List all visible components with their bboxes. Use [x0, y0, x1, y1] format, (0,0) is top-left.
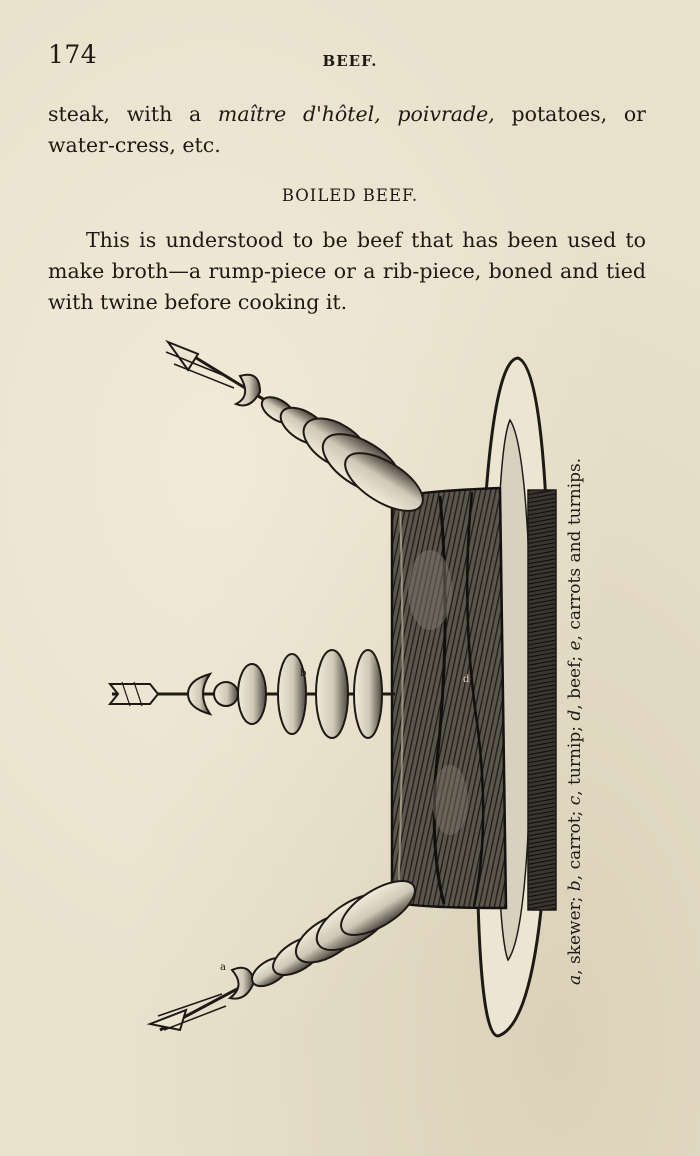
- carrot-top-icon: [257, 392, 431, 522]
- caption-c: c: [565, 795, 585, 806]
- page-number: 174: [48, 40, 98, 69]
- intro-paragraph: [48, 99, 646, 161]
- caption-a: a: [565, 974, 585, 985]
- section-heading: BOILED BEEF.: [281, 186, 419, 205]
- beef-icon: [392, 488, 506, 908]
- caption-e: e: [565, 640, 585, 651]
- running-head: BEEF.: [322, 52, 378, 70]
- intro-italic-1: maître d'hôtel,: [217, 102, 381, 126]
- label-b: b: [300, 668, 307, 679]
- intro-text-2: [381, 102, 398, 126]
- caption-d: d: [565, 709, 585, 721]
- intro-text-1: steak, with a: [48, 102, 218, 126]
- intro-italic-2: poivrade,: [397, 102, 495, 126]
- label-d: d: [463, 674, 470, 685]
- intro-text-3: potatoes, or water-cress, etc.: [48, 102, 646, 157]
- label-a: a: [220, 962, 226, 973]
- carrot-middle-icon: [214, 650, 382, 738]
- caption-text-1: , skewer;: [565, 891, 585, 975]
- caption-text-2: , carrot;: [565, 805, 585, 881]
- caption-text-3: , turnip;: [565, 720, 585, 796]
- caption-text-4: , beef;: [565, 650, 585, 710]
- boiled-beef-engraving: [100, 330, 570, 1060]
- caption-b: b: [565, 880, 585, 892]
- carrot-bottom-icon: [247, 870, 423, 991]
- figure-caption: [565, 425, 585, 985]
- section-paragraph: This is understood to be beef that has been used to make broth—a rump-piece or a rib-piece, boned and tied with twine before cooking it.: [48, 228, 646, 314]
- caption-text-5: , carrots and turnips.: [565, 457, 585, 641]
